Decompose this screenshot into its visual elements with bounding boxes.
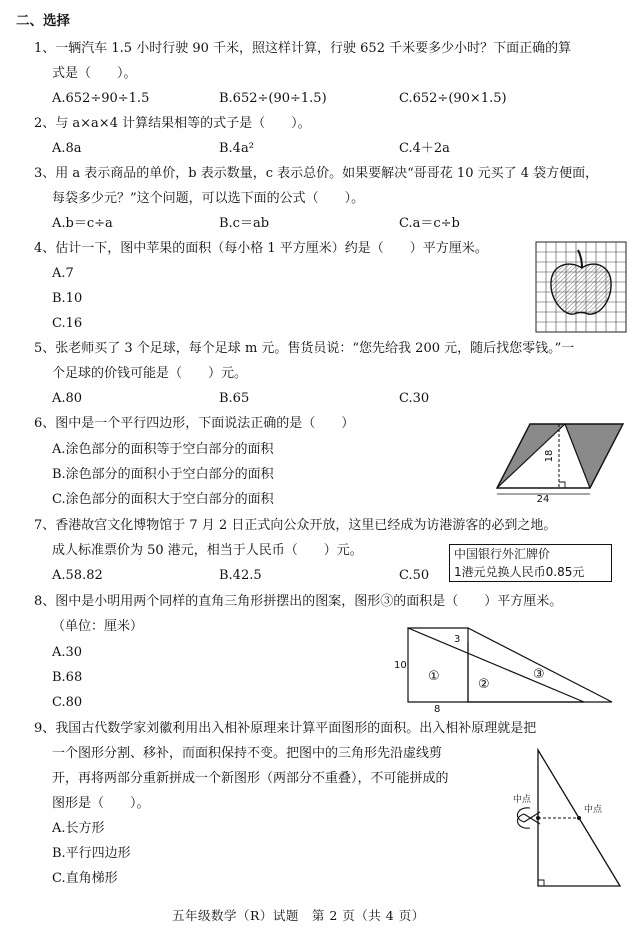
q4-option-b[interactable]: B.10 xyxy=(52,291,83,306)
q2-line-1: 2、与 a×a×4 计算结果相等的式子是（ ）。 xyxy=(34,116,311,131)
q5-line-1: 5、张老师买了 3 个足球，每个足球 m 元。售货员说：“您先给我 200 元，随后找您零钱。”一 xyxy=(34,341,575,356)
q6-option-b[interactable]: B.涂色部分的面积小于空白部分的面积 xyxy=(52,467,274,482)
q9-line-4: 图形是（ ）。 xyxy=(52,796,150,811)
q5-line-2: 个足球的价钱可能是（ ）元。 xyxy=(52,366,248,381)
q9-option-b[interactable]: B.平行四边形 xyxy=(52,846,131,861)
q6-option-a[interactable]: A.涂色部分的面积等于空白部分的面积 xyxy=(52,442,274,457)
figure8-region-3: ③ xyxy=(533,667,545,682)
q4-line-1: 4、估计一下，图中苹果的面积（每小格 1 平方厘米）约是（ ）平方厘米。 xyxy=(34,241,488,256)
q1-line-2: 式是（ ）。 xyxy=(52,66,137,81)
q3-line-2: 每袋多少元？”这个问题，可以选下面的公式（ ）。 xyxy=(52,191,365,206)
q7-line-2: 成人标准票价为 50 港元，相当于人民币（ ）元。 xyxy=(52,543,363,558)
q2-option-a[interactable]: A.8a xyxy=(52,141,82,156)
q9-option-a[interactable]: A.长方形 xyxy=(52,821,105,836)
q3-option-a[interactable]: A.b＝c÷a xyxy=(52,216,113,231)
cut-triangle-figure xyxy=(500,748,625,890)
q3-option-c[interactable]: C.a＝c÷b xyxy=(399,216,460,231)
figure8-label-8: 8 xyxy=(434,704,441,715)
exchange-rate-value: 1港元兑换人民币0.85元 xyxy=(454,565,585,579)
figure8-region-2: ② xyxy=(478,677,490,692)
q1-option-a[interactable]: A.652÷90÷1.5 xyxy=(52,91,150,106)
q3-option-b[interactable]: B.c＝ab xyxy=(219,216,270,231)
q8-option-a[interactable]: A.30 xyxy=(52,645,83,660)
q4-option-a[interactable]: A.7 xyxy=(52,266,74,281)
q7-option-b[interactable]: B.42.5 xyxy=(219,568,262,583)
section-title: 二、选择 xyxy=(16,13,70,29)
q2-option-b[interactable]: B.4a² xyxy=(219,141,254,156)
q4-option-c[interactable]: C.16 xyxy=(52,316,83,331)
q5-option-c[interactable]: C.30 xyxy=(399,391,430,406)
q9-line-2: 一个图形分割、移补，而面积保持不变。把图中的三角形先沿虚线剪 xyxy=(52,746,443,761)
page-footer: 五年级数学（R）试题 第 2 页（共 4 页） xyxy=(172,908,425,923)
two-triangles-figure xyxy=(388,622,618,714)
q5-option-a[interactable]: A.80 xyxy=(52,391,83,406)
apple-grid-figure xyxy=(536,242,626,332)
q8-line-1: 8、图中是小明用两个同样的直角三角形拼摆出的图案，图形③的面积是（ ）平方厘米。 xyxy=(34,594,563,609)
q8-option-b[interactable]: B.68 xyxy=(52,670,83,685)
q6-option-c[interactable]: C.涂色部分的面积大于空白部分的面积 xyxy=(52,492,274,507)
q8-line-2: （单位：厘米） xyxy=(52,619,144,634)
q1-option-b[interactable]: B.652÷(90÷1.5) xyxy=(219,91,327,106)
q9-line-3: 开，再将两部分重新拼成一个新图形（两部分不重叠），不可能拼成的 xyxy=(52,771,449,786)
q1-line-1: 1、一辆汽车 1.5 小时行驶 90 千米，照这样计算，行驶 652 千米要多少小时？下面正确的算 xyxy=(34,41,572,56)
parallelogram-base-label: 24 xyxy=(536,494,550,505)
parallelogram-figure xyxy=(495,420,625,505)
q5-option-b[interactable]: B.65 xyxy=(219,391,250,406)
midpoint-left-label: 中点 xyxy=(513,795,532,805)
q2-option-c[interactable]: C.4＋2a xyxy=(399,141,450,156)
q9-option-c[interactable]: C.直角梯形 xyxy=(52,871,118,886)
q1-option-c[interactable]: C.652÷(90×1.5) xyxy=(399,91,507,106)
q7-option-a[interactable]: A.58.82 xyxy=(52,568,103,583)
q8-option-c[interactable]: C.80 xyxy=(52,695,83,710)
q7-line-1: 7、香港故宫文化博物馆于 7 月 2 日正式向公众开放，这里已经成为访港游客的必到之地。 xyxy=(34,518,557,533)
exchange-rate-note xyxy=(449,544,612,582)
parallelogram-height-label: 18 xyxy=(544,449,555,463)
q6-line-1: 6、图中是一个平行四边形，下面说法正确的是（ ） xyxy=(34,416,355,431)
q3-line-1: 3、用 a 表示商品的单价，b 表示数量，c 表示总价。如果要解决“哥哥花 10 元买了 4 袋方便面， xyxy=(34,166,599,181)
figure8-label-3: 3 xyxy=(454,634,461,645)
midpoint-right-label: 中点 xyxy=(584,805,603,815)
q9-line-1: 9、我国古代数学家刘徽利用出入相补原理来计算平面图形的面积。出入相补原理就是把 xyxy=(34,721,537,736)
figure8-region-1: ① xyxy=(428,669,440,684)
q7-option-c[interactable]: C.50 xyxy=(399,568,430,583)
exchange-rate-title: 中国银行外汇牌价 xyxy=(454,547,551,561)
figure8-label-10: 10 xyxy=(394,660,407,671)
